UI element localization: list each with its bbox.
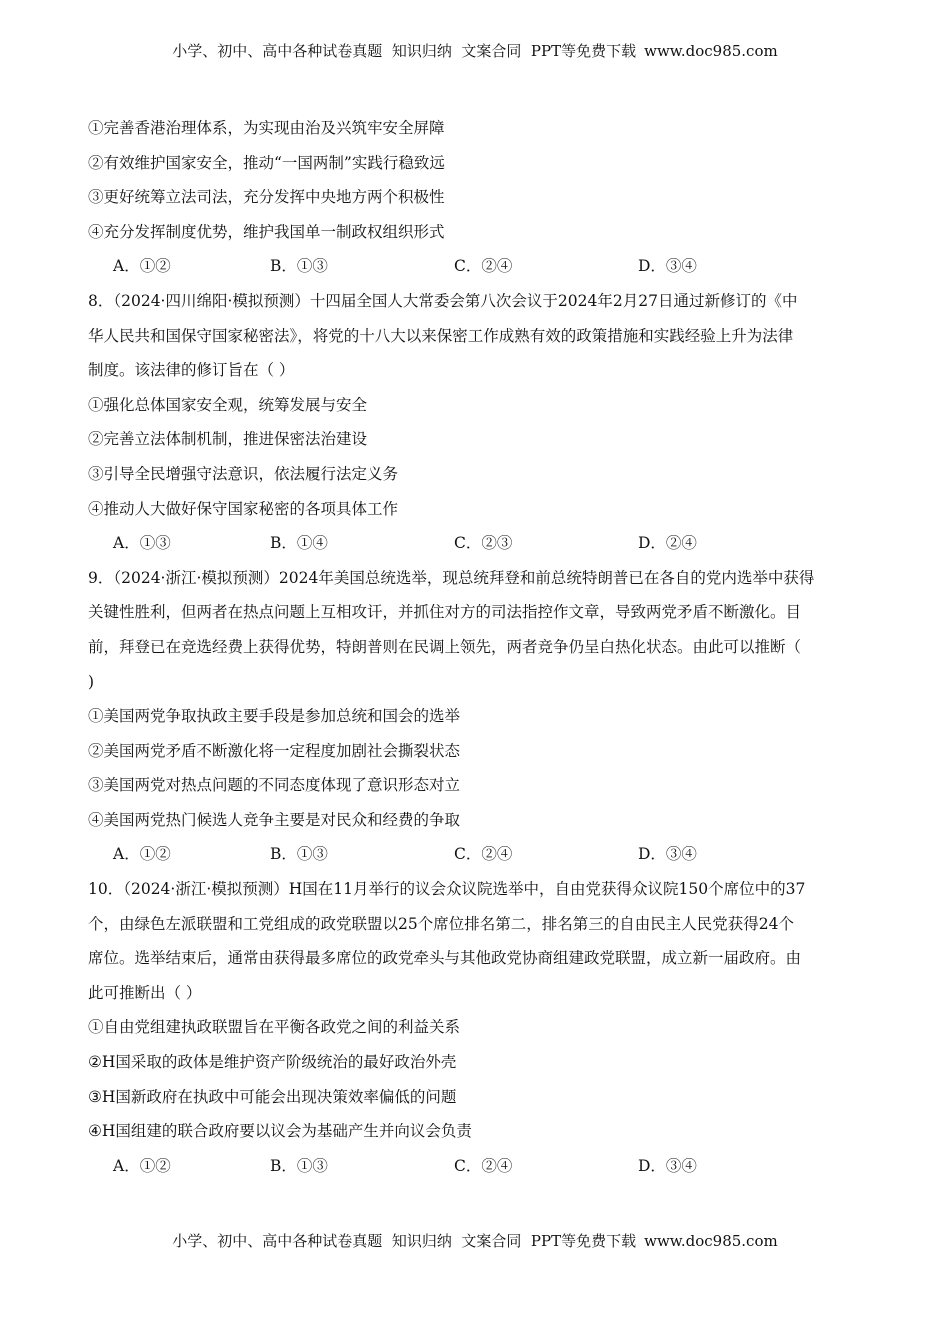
statement: ③美国两党对热点问题的不同态度体现了意识形态对立 (88, 776, 461, 795)
question-stem: 关键性胜利，但两者在热点问题上互相攻讦，并抓住对方的司法指控作文章，导致两党矛盾不断激化。目 (88, 603, 802, 622)
option-c: C．②③ (454, 534, 513, 553)
option-a: A．①② (113, 845, 171, 864)
question-stem: 10．（2024·浙江·模拟预测）H国在11月举行的议会众议院选举中，自由党获得众议院150个席位中的37 (88, 880, 806, 899)
option-a: A．①② (113, 1156, 171, 1175)
statement: ①完善香港治理体系，为实现由治及兴筑牢安全屏障 (88, 119, 445, 137)
option-c: C．②④ (454, 257, 513, 276)
statement: ④推动人大做好保守国家秘密的各项具体工作 (88, 499, 399, 518)
answer-options (88, 1154, 878, 1189)
footer-site: www.doc985.com (644, 1232, 778, 1250)
question-7 (88, 116, 878, 289)
option-b: B．①④ (270, 534, 328, 553)
question-stem: 此可推断出（ ） (88, 983, 202, 1002)
question-stem: 制度。该法律的修订旨在（ ） (88, 361, 295, 380)
question-stem: 华人民共和国保守国家秘密法》，将党的十八大以来保密工作成熟有效的政策措施和实践经验上升为法律 (88, 326, 794, 345)
statement: ③更好统筹立法司法，充分发挥中央地方两个积极性 (88, 188, 445, 207)
option-a: A．①② (113, 257, 171, 276)
question-stem: 8．（2024·四川绵阳·模拟预测）十四届全国人大常委会第八次会议于2024年2月27日通过新修订的《中 (88, 291, 798, 310)
question-stem: 前，拜登已在竞选经费上获得优势，特朗普则在民调上领先，两者竞争仍呈白热化状态。由此可以推断（ (88, 637, 802, 656)
answer-options (88, 254, 878, 289)
statement: ②H国采取的政体是维护资产阶级统治的最好政治外壳 (88, 1053, 457, 1072)
statement: ③H国新政府在执政中可能会出现决策效率偏低的问题 (88, 1087, 457, 1106)
document-body (88, 116, 878, 1188)
question-8 (88, 289, 878, 566)
option-d: D．③④ (638, 845, 697, 864)
question-stem: 席位。选举结束后，通常由获得最多席位的政党牵头与其他政党协商组建政党联盟，成立新一届政府。由 (88, 949, 802, 968)
question-stem: 9．（2024·浙江·模拟预测）2024年美国总统选举，现总统拜登和前总统特朗普已在各自的党内选举中获得 (88, 568, 815, 587)
option-d: D．②④ (638, 534, 697, 553)
statement: ①强化总体国家安全观，统筹发展与安全 (88, 395, 368, 414)
statement: ②有效维护国家安全，推动“一国两制”实践行稳致远 (88, 153, 445, 172)
option-b: B．①③ (270, 845, 328, 864)
option-d: D．③④ (638, 257, 697, 276)
question-9 (88, 566, 878, 877)
header-site: www.doc985.com (644, 42, 778, 60)
footer-text: 小学、初中、高中各种试卷真题 知识归纳 文案合同 PPT等免费下载 (172, 1232, 637, 1250)
option-c: C．②④ (454, 845, 513, 864)
statement: ①美国两党争取执政主要手段是参加总统和国会的选举 (88, 707, 461, 726)
option-c: C．②④ (454, 1156, 513, 1175)
option-a: A．①③ (113, 534, 171, 553)
statement: ②美国两党矛盾不断激化将一定程度加剧社会撕裂状态 (88, 741, 461, 760)
statement: ①自由党组建执政联盟旨在平衡各政党之间的利益关系 (88, 1018, 461, 1037)
option-d: D．③④ (638, 1156, 697, 1175)
statement: ②完善立法体制机制，推进保密法治建设 (88, 430, 368, 449)
question-10 (88, 877, 878, 1188)
statement: ④美国两党热门候选人竞争主要是对民众和经费的争取 (88, 810, 461, 829)
statement: ③引导全民增强守法意识，依法履行法定义务 (88, 464, 399, 483)
page-header (0, 40, 950, 61)
question-stem: 个，由绿色左派联盟和工党组成的政党联盟以25个席位排名第二，排名第三的自由民主人民党获得24个 (88, 914, 794, 933)
statement: ④H国组建的联合政府要以议会为基础产生并向议会负责 (88, 1122, 472, 1141)
answer-options (88, 531, 878, 566)
option-b: B．①③ (270, 1156, 328, 1175)
answer-options (88, 842, 878, 877)
statement: ④充分发挥制度优势，维护我国单一制政权组织形式 (88, 222, 445, 241)
question-stem: ) (88, 672, 95, 691)
option-b: B．①③ (270, 257, 328, 276)
header-text: 小学、初中、高中各种试卷真题 知识归纳 文案合同 PPT等免费下载 (172, 42, 637, 60)
page-footer (0, 1230, 950, 1251)
